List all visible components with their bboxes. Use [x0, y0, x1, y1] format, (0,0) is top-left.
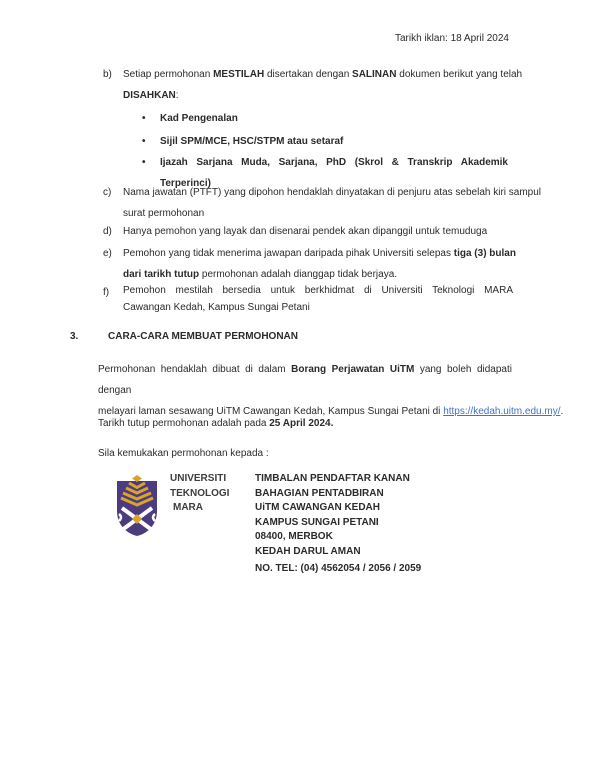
text-line: Kad Pengenalan: [160, 113, 238, 124]
text-run: dokumen berikut yang telah: [396, 69, 523, 80]
list-item-b-text: [123, 64, 523, 106]
address-line: TIMBALAN PENDAFTAR KANAN: [255, 473, 410, 484]
text-run: yang boleh didapati dengan: [98, 364, 512, 396]
uitm-logo: [113, 473, 161, 537]
list-item-c: [103, 182, 542, 224]
bullet-text: [160, 108, 508, 129]
list-item-d-text: [123, 221, 517, 242]
address-block: [255, 472, 410, 559]
university-name: [170, 472, 229, 516]
list-item-f: [103, 282, 513, 316]
section-number: 3.: [70, 331, 79, 342]
text-line: Cawangan Kedah, Kampus Sungai Petani: [123, 302, 310, 313]
text-run-bold: dari tarikh tutup: [123, 269, 200, 280]
text-run: Permohonan hendaklah dibuat di dalam: [98, 364, 292, 375]
list-item-e: [103, 243, 517, 285]
text-line: [123, 85, 517, 106]
website-link[interactable]: https://kedah.uitm.edu.my/: [443, 406, 561, 417]
text-line: [98, 359, 512, 401]
text-line: Pemohon mestilah bersedia untuk berkhidmat di Universiti Teknologi MARA: [123, 285, 513, 296]
list-item-b: [103, 64, 523, 106]
uitm-shield-icon: [113, 473, 161, 537]
section-3-heading: [70, 331, 298, 342]
text-run: Tarikh tutup permohonan adalah pada: [98, 418, 270, 429]
closing-date-line: [98, 413, 333, 434]
text-line: Sijil SPM/MCE, HSC/STPM atau setaraf: [160, 136, 344, 147]
text-run: melayari laman sesawang UiTM Cawangan Kedah, Kampus Sungai Petani di: [98, 406, 444, 417]
text-run-bold: Borang Perjawatan UiTM: [291, 364, 415, 375]
address-line: UiTM CAWANGAN KEDAH: [255, 502, 380, 513]
text-run-bold: MESTILAH: [213, 69, 265, 80]
address-line: 08400, MERBOK: [255, 531, 333, 542]
telephone-line: NO. TEL: (04) 4562054 / 2056 / 2059: [255, 563, 422, 574]
bullet-icon: •: [142, 113, 146, 124]
text-run-bold: SALINAN: [352, 69, 397, 80]
text-line: [123, 64, 523, 85]
submit-to-line: Sila kemukakan permohonan kepada :: [98, 448, 269, 459]
bullet-icon: •: [142, 157, 146, 168]
text-line: Ijazah Sarjana Muda, Sarjana, PhD (Skrol & Transkrip Akademik: [160, 157, 508, 168]
text-run: permohonan adalah dianggap tidak berjaya.: [199, 269, 398, 280]
bullet-item-1: [142, 108, 508, 129]
text-run-bold: 25 April 2024.: [269, 418, 334, 429]
text-line: surat permohonan: [123, 208, 205, 219]
text-run: :: [175, 90, 179, 101]
list-label-c: c): [103, 187, 112, 198]
bullet-text: [160, 131, 508, 152]
list-label-b: b): [103, 69, 112, 80]
list-label-f: f): [103, 287, 110, 298]
list-item-e-text: [123, 243, 517, 285]
text-run: .: [560, 406, 564, 417]
text-line: Terperinci): [160, 178, 211, 189]
text-line: [123, 243, 517, 264]
text-run: Pemohon yang tidak menerima jawapan daripada pihak Universiti selepas: [123, 248, 454, 259]
list-label-d: d): [103, 226, 112, 237]
list-item-d: [103, 221, 517, 242]
address-line: KEDAH DARUL AMAN: [255, 545, 361, 557]
org-name-line: UNIVERSITI: [170, 473, 227, 484]
bullet-icon: •: [142, 136, 146, 147]
text-run: disertakan dengan: [264, 69, 353, 80]
advert-date: Tarikh iklan: 18 April 2024: [395, 33, 509, 44]
text-run-bold: DISAHKAN: [123, 90, 176, 101]
org-name-line: MARA: [173, 502, 203, 513]
text-run: Setiap permohonan: [123, 69, 214, 80]
list-label-e: e): [103, 248, 112, 259]
address-line: BAHAGIAN PENTADBIRAN: [255, 487, 384, 499]
text-line: Nama jawatan (PTFT) yang dipohon hendaklah dinyatakan di penjuru atas sebelah kiri sampul: [123, 187, 542, 198]
text-run-bold: tiga (3) bulan: [453, 248, 516, 259]
address-line: KAMPUS SUNGAI PETANI: [255, 516, 379, 528]
org-name-line: TEKNOLOGI: [170, 487, 230, 499]
text-line: Hanya pemohon yang layak dan disenarai pendek akan dipanggil untuk temuduga: [123, 226, 488, 237]
bullet-item-2: [142, 131, 508, 152]
list-item-f-text: [123, 282, 513, 316]
list-item-c-text: [123, 182, 542, 224]
section-title: CARA-CARA MEMBUAT PERMOHONAN: [108, 331, 298, 342]
